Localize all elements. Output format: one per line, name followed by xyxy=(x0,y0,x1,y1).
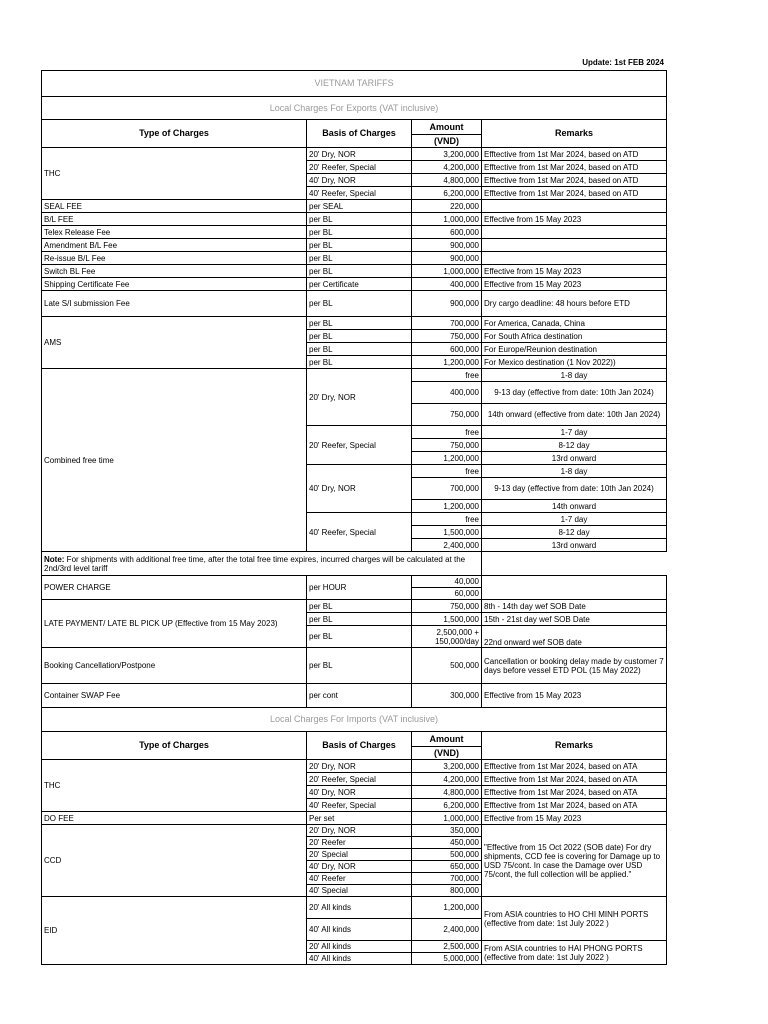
table-row xyxy=(42,252,667,265)
table-cell: 900,000 xyxy=(412,291,482,317)
table-cell: 4,800,000 xyxy=(412,174,482,187)
table-cell: Efftective from 1st Mar 2024, based on ATA xyxy=(482,786,667,799)
table-cell: 40' Reefer, Special xyxy=(307,513,412,552)
header-remarks: Remarks xyxy=(482,732,667,760)
free-time-label: Combined free time xyxy=(42,369,307,552)
table-cell: Shipping Certificate Fee xyxy=(42,278,307,291)
eid-remark-hcm: From ASIA countries to HO CHI MINH PORTS (effective from date: 1st July 2022 ) xyxy=(482,897,667,941)
late-payment-label: LATE PAYMENT/ LATE BL PICK UP (Effective from 15 May 2023) xyxy=(42,600,307,648)
table-cell: per HOUR xyxy=(307,576,412,600)
table-cell: Effective from 15 May 2023 xyxy=(482,213,667,226)
table-row xyxy=(42,239,667,252)
ccd-label: CCD xyxy=(42,825,307,897)
table-cell xyxy=(482,576,667,600)
table-cell: 1,200,000 xyxy=(412,356,482,369)
table-cell: For Europe/Reunion destination xyxy=(482,343,667,356)
table-cell: 2,400,000 xyxy=(412,919,482,941)
table-cell: Amendment B/L Fee xyxy=(42,239,307,252)
ams-label: AMS xyxy=(42,317,307,369)
table-cell: For Mexico destination (1 Nov 2022)) xyxy=(482,356,667,369)
table-cell: 1-8 day xyxy=(482,369,667,382)
table-cell: per BL xyxy=(307,600,412,613)
table-cell: Late S/I submission Fee xyxy=(42,291,307,317)
table-cell: 700,000 xyxy=(412,478,482,500)
table-cell: 40' Dry, NOR xyxy=(307,861,412,873)
table-cell: 20' Reefer xyxy=(307,837,412,849)
power-charge-label: POWER CHARGE xyxy=(42,576,307,600)
header-vnd: (VND) xyxy=(412,135,482,148)
table-cell: Switch BL Fee xyxy=(42,265,307,278)
table-cell: per BL xyxy=(307,648,412,684)
table-cell: 20' Reefer, Special xyxy=(307,773,412,786)
table-cell: Per set xyxy=(307,812,412,825)
table-cell: 20' Reefer, Special xyxy=(307,161,412,174)
table-cell: 350,000 xyxy=(412,825,482,837)
table-cell: 1,000,000 xyxy=(412,265,482,278)
table-cell: 750,000 xyxy=(412,600,482,613)
table-cell: 40' All kinds xyxy=(307,953,412,965)
table-cell: 20' Special xyxy=(307,849,412,861)
table-cell: 15th - 21st day wef SOB Date xyxy=(482,613,667,626)
table-cell: 1,200,000 xyxy=(412,897,482,919)
table-cell: 500,000 xyxy=(412,849,482,861)
table-cell: 1,500,000 xyxy=(412,613,482,626)
table-cell: per BL xyxy=(307,239,412,252)
update-date: Update: 1st FEB 2024 xyxy=(582,58,664,67)
table-cell: per SEAL xyxy=(307,200,412,213)
eid-label: EID xyxy=(42,897,307,965)
table-cell: per BL xyxy=(307,613,412,626)
table-cell: 20' All kinds xyxy=(307,941,412,953)
table-cell: 40' Reefer, Special xyxy=(307,187,412,200)
table-cell: 650,000 xyxy=(412,861,482,873)
table-row xyxy=(42,291,667,317)
table-cell: 1,000,000 xyxy=(412,213,482,226)
tariff-table xyxy=(41,70,667,965)
table-cell: 900,000 xyxy=(412,239,482,252)
table-cell: 40' Dry, NOR xyxy=(307,174,412,187)
table-cell: 600,000 xyxy=(412,343,482,356)
table-cell: 20' Dry, NOR xyxy=(307,825,412,837)
table-cell: 4,800,000 xyxy=(412,786,482,799)
table-cell xyxy=(482,252,667,265)
table-cell: 1,000,000 xyxy=(412,812,482,825)
table-row xyxy=(42,200,667,213)
table-cell xyxy=(482,226,667,239)
table-cell: 20' Dry, NOR xyxy=(307,760,412,773)
table-cell: 2,400,000 xyxy=(412,539,482,552)
table-cell: 400,000 xyxy=(412,382,482,404)
table-cell: 750,000 xyxy=(412,439,482,452)
table-cell: 20' All kinds xyxy=(307,897,412,919)
table-cell: 800,000 xyxy=(412,885,482,897)
table-cell: Efftective from 1st Mar 2024, based on ATA xyxy=(482,760,667,773)
table-cell: 1-7 day xyxy=(482,513,667,526)
table-cell: 750,000 xyxy=(412,330,482,343)
table-cell: 220,000 xyxy=(412,200,482,213)
table-row xyxy=(42,213,667,226)
table-cell: 3,200,000 xyxy=(412,760,482,773)
table-cell: free xyxy=(412,465,482,478)
table-cell: 8th - 14th day wef SOB Date xyxy=(482,600,667,613)
table-cell: per BL xyxy=(307,356,412,369)
table-cell xyxy=(482,200,667,213)
import-thc-label: THC xyxy=(42,760,307,812)
import-section-title: Local Charges For Imports (VAT inclusive) xyxy=(42,708,667,732)
table-cell: 6,200,000 xyxy=(412,799,482,812)
table-cell: per BL xyxy=(307,213,412,226)
header-remarks: Remarks xyxy=(482,120,667,148)
table-cell: Efftective from 1st Mar 2024, based on ATD xyxy=(482,187,667,200)
ccd-remark: "Effective from 15 Oct 2022 (SOB date) For dry shipments, CCD fee is covering for Damage up to USD 75/cont. In case the Damage over USD 75/cont, the full collection will be applied." xyxy=(482,825,667,897)
table-cell: For South Africa destination xyxy=(482,330,667,343)
table-cell: 900,000 xyxy=(412,252,482,265)
table-cell: 13rd onward xyxy=(482,452,667,465)
table-cell: Effective from 15 May 2023 xyxy=(482,812,667,825)
table-cell: 8-12 day xyxy=(482,526,667,539)
free-time-note xyxy=(42,552,482,576)
table-cell: Container SWAP Fee xyxy=(42,684,307,708)
table-cell: per BL xyxy=(307,252,412,265)
eid-remark-hp: From ASIA countries to HAI PHONG PORTS (effective from date: 1st July 2022 ) xyxy=(482,941,667,965)
table-cell: Effective from 15 May 2023 xyxy=(482,265,667,278)
table-cell: Efftective from 1st Mar 2024, based on ATD xyxy=(482,161,667,174)
table-cell: 9-13 day (effective from date: 10th Jan 2024) xyxy=(482,478,667,500)
header-amount: Amount xyxy=(412,120,482,135)
table-cell: For America, Canada, China xyxy=(482,317,667,330)
table-cell: free xyxy=(412,513,482,526)
table-cell: 40' Reefer, Special xyxy=(307,799,412,812)
table-cell: 40' Special xyxy=(307,885,412,897)
table-cell: per BL xyxy=(307,291,412,317)
table-cell: Dry cargo deadline: 48 hours before ETD xyxy=(482,291,667,317)
table-cell: per cont xyxy=(307,684,412,708)
table-cell: per BL xyxy=(307,330,412,343)
table-cell: 750,000 xyxy=(412,404,482,426)
table-cell: Efftective from 1st Mar 2024, based on ATA xyxy=(482,773,667,786)
table-cell: per BL xyxy=(307,317,412,330)
table-cell: 14th onward xyxy=(482,500,667,513)
table-cell: Efftective from 1st Mar 2024, based on ATD xyxy=(482,174,667,187)
table-cell: 20' Dry, NOR xyxy=(307,148,412,161)
table-cell: free xyxy=(412,426,482,439)
table-cell: per BL xyxy=(307,343,412,356)
table-cell: 500,000 xyxy=(412,648,482,684)
table-cell: 40' Dry, NOR xyxy=(307,465,412,513)
table-cell: 40' Dry, NOR xyxy=(307,786,412,799)
header-amount: Amount xyxy=(412,732,482,747)
table-cell: Cancellation or booking delay made by customer 7 days before vessel ETD POL (15 May 2022) xyxy=(482,648,667,684)
table-cell: Telex Release Fee xyxy=(42,226,307,239)
header-type: Type of Charges xyxy=(42,120,307,148)
table-cell: 40' Reefer xyxy=(307,873,412,885)
table-cell: free xyxy=(412,369,482,382)
table-cell: Efftective from 1st Mar 2024, based on ATD xyxy=(482,148,667,161)
header-basis: Basis of Charges xyxy=(307,120,412,148)
table-cell: Effective from 15 May 2023 xyxy=(482,278,667,291)
table-cell: 1,200,000 xyxy=(412,452,482,465)
table-row xyxy=(42,648,667,684)
export-section-title: Local Charges For Exports (VAT inclusive) xyxy=(42,97,667,120)
header-vnd: (VND) xyxy=(412,747,482,760)
table-row xyxy=(42,265,667,278)
table-cell: 600,000 xyxy=(412,226,482,239)
table-cell: 1,500,000 xyxy=(412,526,482,539)
table-cell: 8-12 day xyxy=(482,439,667,452)
table-cell: 60,000 xyxy=(412,588,482,600)
table-cell: 450,000 xyxy=(412,837,482,849)
table-cell: 1-8 day xyxy=(482,465,667,478)
table-cell: 13rd onward xyxy=(482,539,667,552)
table-title: VIETNAM TARIFFS xyxy=(42,71,667,97)
note-text: For shipments with additional free time, after the total free time expires, incurred charges will be calculated at the 2nd/3rd level tariff xyxy=(44,554,466,573)
table-cell: DO FEE xyxy=(42,812,307,825)
header-basis: Basis of Charges xyxy=(307,732,412,760)
table-cell: Efftective from 1st Mar 2024, based on ATA xyxy=(482,799,667,812)
table-cell: 1,200,000 xyxy=(412,500,482,513)
note-label: Note: xyxy=(44,554,65,564)
table-cell: 22nd onward wef SOB date xyxy=(482,626,667,648)
table-cell: 400,000 xyxy=(412,278,482,291)
table-cell: per BL xyxy=(307,265,412,278)
table-cell: 20' Dry, NOR xyxy=(307,369,412,426)
table-cell: SEAL FEE xyxy=(42,200,307,213)
table-cell: per BL xyxy=(307,626,412,648)
table-cell: 4,200,000 xyxy=(412,161,482,174)
table-row xyxy=(42,684,667,708)
export-thc-label: THC xyxy=(42,148,307,200)
table-cell: B/L FEE xyxy=(42,213,307,226)
table-cell: 2,500,000 xyxy=(412,941,482,953)
table-cell: 20' Reefer, Special xyxy=(307,426,412,465)
table-cell: 14th onward (effective from date: 10th Jan 2024) xyxy=(482,404,667,426)
table-row xyxy=(42,278,667,291)
table-cell: 5,000,000 xyxy=(412,953,482,965)
table-cell: 700,000 xyxy=(412,317,482,330)
table-cell: 40' All kinds xyxy=(307,919,412,941)
table-cell: 40,000 xyxy=(412,576,482,588)
table-cell xyxy=(482,239,667,252)
table-cell: 700,000 xyxy=(412,873,482,885)
header-type: Type of Charges xyxy=(42,732,307,760)
table-cell: per BL xyxy=(307,226,412,239)
table-cell: per Certificate xyxy=(307,278,412,291)
table-cell: 9-13 day (effective from date: 10th Jan 2024) xyxy=(482,382,667,404)
table-cell: 300,000 xyxy=(412,684,482,708)
table-cell: Booking Cancellation/Postpone xyxy=(42,648,307,684)
table-cell: 6,200,000 xyxy=(412,187,482,200)
table-row xyxy=(42,226,667,239)
table-cell: Re-issue B/L Fee xyxy=(42,252,307,265)
table-cell: 2,500,000 + 150,000/day xyxy=(412,626,482,648)
table-cell: 4,200,000 xyxy=(412,773,482,786)
table-cell: 3,200,000 xyxy=(412,148,482,161)
table-row xyxy=(42,812,667,825)
table-cell: 1-7 day xyxy=(482,426,667,439)
table-cell: Effective from 15 May 2023 xyxy=(482,684,667,708)
